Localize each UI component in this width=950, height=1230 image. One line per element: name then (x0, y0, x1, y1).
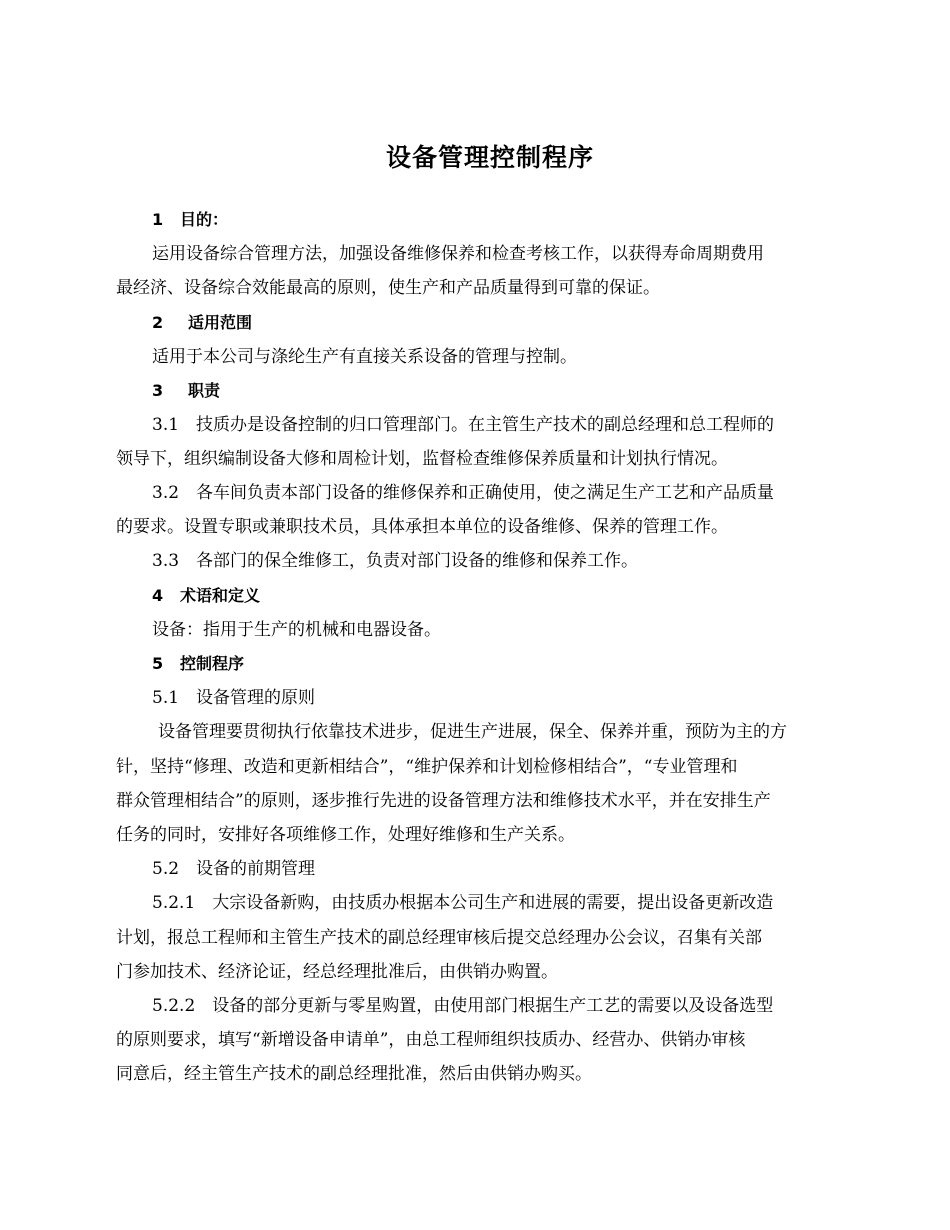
paragraph-line: 计划，报总工程师和主管生产技术的副总经理审核后提交总经理办公会议，召集有关部 (116, 928, 762, 948)
section-2-heading (152, 312, 252, 334)
document-title: 设备管理控制程序 (385, 143, 594, 172)
paragraph-line: 5.2.2 设备的部分更新与零星购置，由使用部门根据生产工艺的需要以及设备选型 (152, 996, 774, 1016)
section-number: 4 (152, 586, 164, 605)
section-title: 职责 (188, 381, 221, 400)
paragraph-line: 适用于本公司与涤纶生产有直接关系设备的管理与控制。 (152, 347, 577, 367)
section-title: 控制程序 (180, 654, 245, 673)
paragraph-line: 群众管理相结合”的原则，逐步推行先进的设备管理方法和维修技术水平，并在安排生产 (116, 791, 771, 811)
section-title: 适用范围 (188, 313, 253, 332)
paragraph-line: 的原则要求，填写“新增设备申请单”，由总工程师组织技质办、经营办、供销办审核 (116, 1030, 746, 1050)
subsection-heading: 5.2 设备的前期管理 (152, 859, 316, 879)
section-4-heading (152, 585, 260, 607)
paragraph-line: 门参加技术、经济论证，经总经理批准后，由供销办购置。 (116, 962, 558, 982)
paragraph-line: 3.3 各部门的保全维修工，负责对部门设备的维修和保养工作。 (152, 551, 639, 571)
paragraph-line: 最经济、设备综合效能最高的原则，使生产和产品质量得到可靠的保证。 (116, 278, 660, 298)
paragraph-line: 设备：指用于生产的机械和电器设备。 (152, 620, 441, 640)
section-title: 目的： (180, 210, 229, 229)
paragraph-line: 3.2 各车间负责本部门设备的维修保养和正确使用，使之满足生产工艺和产品质量 (152, 483, 775, 503)
section-1-heading (152, 209, 228, 231)
paragraph-line: 设备管理要贯彻执行依靠技术进步，促进生产进展，保全、保养并重，预防为主的方 (158, 722, 787, 742)
paragraph-line: 任务的同时，安排好各项维修工作，处理好维修和生产关系。 (116, 825, 575, 845)
section-number: 2 (152, 313, 164, 332)
section-title: 术语和定义 (180, 586, 261, 605)
section-number: 3 (152, 381, 164, 400)
paragraph-line: 同意后，经主管生产技术的副总经理批准，然后由供销办购买。 (116, 1064, 592, 1084)
paragraph-line: 运用设备综合管理方法，加强设备维修保养和检查考核工作，以获得寿命周期费用 (152, 244, 764, 264)
section-number: 5 (152, 654, 164, 673)
section-number: 1 (152, 210, 164, 229)
section-5-heading (152, 653, 244, 675)
paragraph-line: 3.1 技质办是设备控制的归口管理部门。在主管生产技术的副总经理和总工程师的 (152, 415, 775, 435)
subsection-heading: 5.1 设备管理的原则 (152, 688, 316, 708)
section-3-heading (152, 380, 220, 402)
paragraph-line: 领导下，组织编制设备大修和周检计划，监督检查维修保养质量和计划执行情况。 (116, 449, 728, 469)
paragraph-line: 针，坚持“修理、改造和更新相结合”，“维护保养和计划检修相结合”，“专业管理和 (116, 757, 738, 777)
paragraph-line: 的要求。设置专职或兼职技术员，具体承担本单位的设备维修、保养的管理工作。 (116, 517, 728, 537)
paragraph-line: 5.2.1 大宗设备新购，由技质办根据本公司生产和进展的需要，提出设备更新改造 (152, 893, 774, 913)
